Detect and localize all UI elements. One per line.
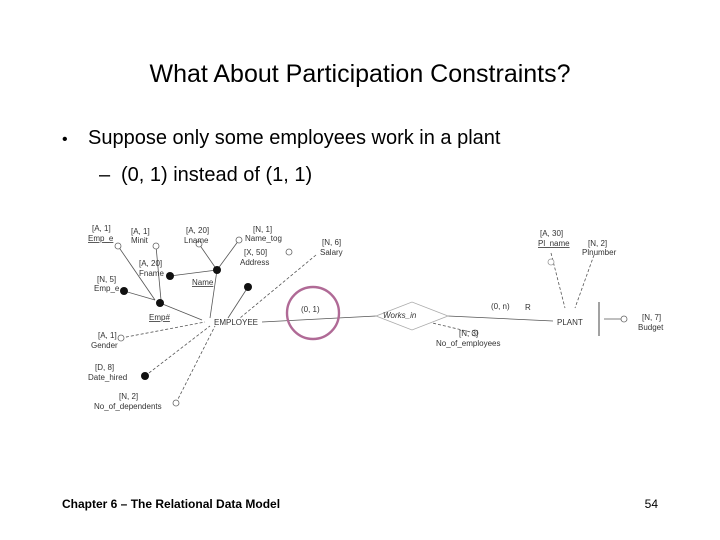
attribute-marker: [173, 400, 179, 406]
attribute-marker: [548, 259, 554, 265]
footer-chapter: Chapter 6 – The Relational Data Model: [62, 497, 281, 511]
attribute-domain: [N, 6]: [322, 238, 342, 247]
connector-line: [145, 326, 210, 376]
attribute-domain: [A, 1]: [92, 224, 111, 233]
attribute-name: Emp_e: [94, 284, 120, 293]
attribute-name: Name_tog: [245, 234, 282, 243]
connector-line: [448, 316, 553, 321]
attribute-domain: [A, 30]: [540, 229, 564, 238]
connector-line: [170, 270, 217, 276]
employee-cardinality: (0, 1): [301, 305, 320, 314]
attribute-name: Fname: [139, 269, 164, 278]
attribute-name: Pl_name: [538, 239, 570, 248]
slide-title: What About Participation Constraints?: [149, 60, 571, 88]
relationship-label: Works_in: [383, 311, 417, 320]
attribute-name: Salary: [320, 248, 343, 257]
attribute-domain: [N, 2]: [588, 239, 608, 248]
relationship-attribute-domain: [N, 3]: [459, 329, 479, 338]
attribute-marker: [621, 316, 627, 322]
attribute-marker: [236, 237, 242, 243]
connector-line: [575, 255, 594, 308]
attribute-name: Gender: [91, 341, 118, 350]
attribute-marker: [115, 243, 121, 249]
connector-line: [124, 291, 155, 300]
attribute-marker: [286, 249, 292, 255]
attribute-name: Date_hired: [88, 373, 128, 382]
sub-bullet-text: (0, 1) instead of (1, 1): [121, 164, 313, 186]
sub-bullet-marker: –: [99, 164, 111, 186]
connector-line: [262, 316, 376, 322]
connector-line: [176, 326, 215, 403]
attribute-marker: [118, 335, 124, 341]
attribute-markers: [115, 237, 627, 406]
attribute-domain: [N, 5]: [97, 275, 117, 284]
attribute-domain: [A, 1]: [131, 227, 150, 236]
plant-cardinality: (0, n): [491, 302, 510, 311]
attribute-name: Emp_e: [88, 234, 114, 243]
attribute-domain: [N, 2]: [119, 392, 139, 401]
attribute-name: Budget: [638, 323, 664, 332]
bullet-marker: •: [62, 131, 68, 148]
attribute-domain: [N, 7]: [642, 313, 662, 322]
connector-line: [199, 244, 217, 270]
attribute-marker-filled: [166, 272, 174, 280]
attribute-name: Emp#: [149, 313, 170, 322]
bullet-text: Suppose only some employees work in a plant: [88, 127, 501, 149]
attribute-domain: [X, 50]: [244, 248, 268, 257]
relationship-type-label: R: [525, 303, 531, 312]
attribute-marker-filled: [213, 266, 221, 274]
attribute-name: Lname: [184, 236, 209, 245]
attribute-marker-filled: [156, 299, 164, 307]
attribute-domain: [A, 1]: [98, 331, 117, 340]
attribute-marker: [153, 243, 159, 249]
employee-entity-label: EMPLOYEE: [214, 318, 259, 327]
relationship-attribute-name: No_of_employees: [436, 339, 501, 348]
attribute-name: Minit: [131, 236, 148, 245]
attribute-name: Name: [192, 278, 214, 287]
attribute-name: Plnumber: [582, 248, 617, 257]
attribute-domain: [A, 20]: [186, 226, 210, 235]
attribute-marker-filled: [120, 287, 128, 295]
attribute-name: Address: [240, 258, 270, 267]
connector-line: [217, 240, 239, 270]
diagram-connectors: [118, 240, 624, 403]
plant-entity-label: PLANT: [557, 318, 583, 327]
page-number: 54: [644, 497, 658, 511]
connector-line: [121, 322, 205, 338]
attribute-domain: [N, 1]: [253, 225, 273, 234]
attribute-domain: [A, 20]: [139, 259, 163, 268]
attribute-name: No_of_dependents: [94, 402, 162, 411]
attribute-domain: [D, 8]: [95, 363, 115, 372]
attribute-marker-filled: [141, 372, 149, 380]
attribute-marker-filled: [244, 283, 252, 291]
